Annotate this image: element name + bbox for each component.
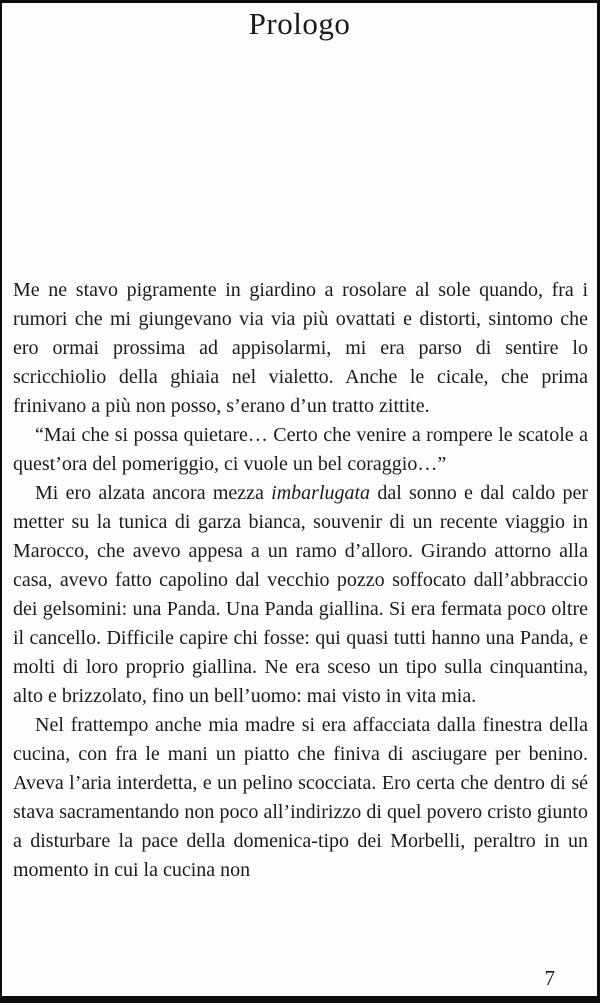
paragraph: Mi ero alzata ancora mezza imbarlugata dal sonno e dal caldo per metter su la tunica di garza bianca, souvenir di un recente viaggio in Marocco, che avevo appesa a un ramo d’alloro. Girando attorno alla casa, avevo fatto capolino dal vecchio pozzo soffocato dall’abbraccio dei gelsomini: una Panda. Una Panda giallina. Si era fermata poco oltre il cancello. Difficile capire chi fosse: qui quasi tutti hanno una Panda, e molti di loro proprio giallina. Ne era sceso un tipo sulla cinquantina, alto e brizzolato, fino un bell’uomo: mai visto in vita mia. bbox=[13, 482, 588, 707]
paragraph: “Mai che si possa quietare… Certo che venire a rompere le scatole a quest’ora del pomeriggio, ci vuole un bel coraggio…” bbox=[13, 424, 588, 475]
body-text bbox=[13, 276, 588, 885]
paragraph: Nel frattempo anche mia madre si era affacciata dalla finestra della cucina, con fra le mani un piatto che finiva di asciugare per benino. Aveva l’aria interdetta, e un pelino scocciata. Ero certa che dentro di sé stava sacramentando non poco all’indirizzo di quel povero cristo giunto a disturbare la pace della domenica-tipo dei Morbelli, peraltro in un momento in cui la cucina non bbox=[13, 714, 588, 881]
chapter-title: Prologo bbox=[248, 6, 351, 41]
paragraph: Me ne stavo pigramente in giardino a rosolare al sole quando, fra i rumori che mi giungevano via via più ovattati e distorti, sintomo che ero ormai prossima ad appisolarmi, mi era parso di sentire lo scricchiolio della ghiaia nel vialetto. Anche le cicale, che prima frinivano a più non posso, s’erano d’un tratto zittite. bbox=[13, 279, 588, 417]
page-number: 7 bbox=[544, 966, 555, 990]
